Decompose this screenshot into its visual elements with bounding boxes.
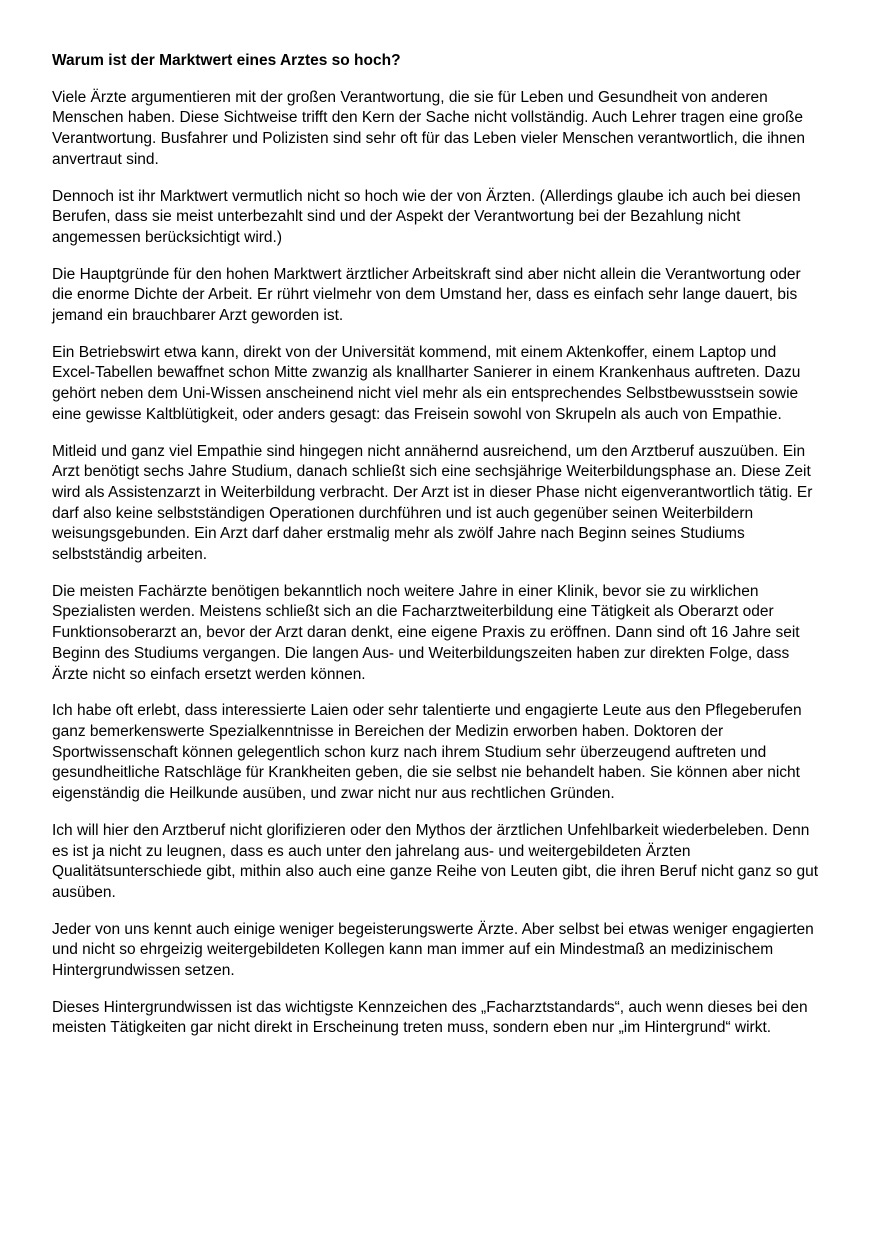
paragraph-5: Mitleid und ganz viel Empathie sind hingegen nicht annähernd ausreichend, um den Arztberuf auszuüben. Ein Arzt benötigt sechs Jahre Studium, danach schließt sich eine sechsjährige Weiterbildungsphase an. Diese Zeit wird als Assistenzarzt in Weiterbildung verbracht. Der Arzt ist in dieser Phase nicht eigenverantwortlich tätig. Er darf also keine selbstständigen Operationen durchführen und ist auch gegenüber seinen Weiterbildern weisungsgebunden. Ein Arzt darf daher erstmalig mehr als zwölf Jahre nach Beginn seines Studiums selbstständig arbeiten. <box>52 442 813 564</box>
paragraph-1: Viele Ärzte argumentieren mit der großen Verantwortung, die sie für Leben und Gesundheit von anderen Menschen haben. Diese Sichtweise trifft den Kern der Sache nicht vollständig. Auch Lehrer tragen eine große Verantwortung. Busfahrer und Polizisten sind sehr oft für das Leben vieler Menschen verantwortlich, die ihnen anvertraut sind. <box>52 88 806 168</box>
paragraph-3: Die Hauptgründe für den hohen Marktwert ärztlicher Arbeitskraft sind aber nicht allein die Verantwortung oder die enorme Dichte der Arbeit. Er rührt vielmehr von dem Umstand her, dass es einfach sehr lange dauert, bis jemand ein brauchbarer Arzt geworden ist. <box>52 265 801 325</box>
paragraph-4: Ein Betriebswirt etwa kann, direkt von der Universität kommend, mit einem Aktenkoffer, einem Laptop und Excel-Tabellen bewaffnet schon Mitte zwanzig als knallharter Sanierer in einem Krankenhaus auftreten. Dazu gehört neben dem Uni-Wissen anscheinend nicht viel mehr als ein entsprechendes Selbstbewusstsein sowie eine gewisse Kaltblütigkeit, oder anders gesagt: das Freisein sowohl von Skrupeln als auch von Empathie. <box>52 343 801 423</box>
document-title: Warum ist der Marktwert eines Arztes so hoch? <box>52 52 401 69</box>
paragraph-8: Ich will hier den Arztberuf nicht glorifizieren oder den Mythos der ärztlichen Unfehlbarkeit wiederbeleben. Denn es ist ja nicht zu leugnen, dass es auch unter den jahrelang aus- und weitergebildeten Ärzten Qualitätsunterschiede gibt, mithin also auch eine ganze Reihe von Leuten gibt, die ihren Beruf nicht ganz so gut ausüben. <box>52 821 819 901</box>
paragraph-6: Die meisten Fachärzte benötigen bekanntlich noch weitere Jahre in einer Klinik, bevor sie zu wirklichen Spezialisten werden. Meistens schließt sich an die Facharztweiterbildung eine Tätigkeit als Oberarzt oder Funktionsoberarzt an, bevor der Arzt daran denkt, eine eigene Praxis zu eröffnen. Dann sind oft 16 Jahre seit Beginn des Studiums vergangen. Die langen Aus- und Weiterbildungszeiten haben zur direkten Folge, dass Ärzte nicht so einfach ersetzt werden können. <box>52 582 800 683</box>
paragraph-7: Ich habe oft erlebt, dass interessierte Laien oder sehr talentierte und engagierte Leute aus den Pflegeberufen ganz bemerkenswerte Spezialkenntnisse in Bereichen der Medizin erworben haben. Doktoren der Sportwissenschaft können gelegentlich schon kurz nach ihrem Studium sehr überzeugend auftreten und gesundheitliche Ratschläge für Krankheiten geben, die sie selbst nie behandelt haben. Sie können aber nicht eigenständig die Heilkunde ausüben, und zwar nicht nur aus rechtlichen Gründen. <box>52 702 802 803</box>
paragraph-10: Dieses Hintergrundwissen ist das wichtigste Kennzeichen des „Facharztstandards“, auch wenn dieses bei den meisten Tätigkeiten gar nicht direkt in Erscheinung treten muss, sondern eben nur „im Hintergrund“ wirkt. <box>52 998 808 1037</box>
paragraph-2: Dennoch ist ihr Marktwert vermutlich nicht so hoch wie der von Ärzten. (Allerdings glaube ich auch bei diesen Berufen, dass sie meist unterbezahlt sind und der Aspekt der Verantwortung bei der Bezahlung nicht angemessen berücksichtigt wird.) <box>52 187 801 246</box>
paragraph-9: Jeder von uns kennt auch einige weniger begeisterungswerte Ärzte. Aber selbst bei etwas weniger engagierten und nicht so ehrgeizig weitergebildeten Kollegen kann man immer auf ein Mindestmaß an medizinischem Hintergrundwissen setzen. <box>52 920 814 980</box>
